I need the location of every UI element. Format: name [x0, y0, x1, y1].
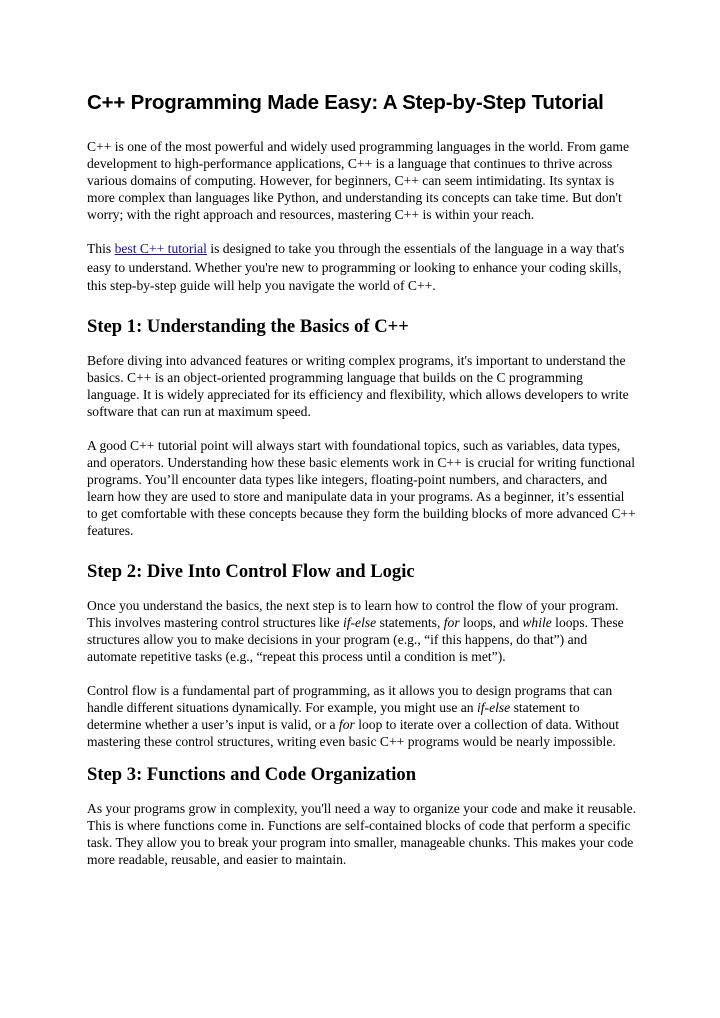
step-1-paragraph-2: A good C++ tutorial point will always start with foundational topics, such as variables, data types, and operators. Understanding how these basic elements work in C++ is crucial for writing functional programs. You’ll encounter data types like integers, floating-point numbers, and characters, and learn how they are used to store and manipulate data in your programs. As a beginner, it’s essential to get comfortable with these concepts because they form the building blocks of more advanced C++ features.	[87, 437, 636, 538]
step-2-p2-if-else: if-else	[476, 699, 511, 715]
step-2-p2-for: for	[338, 716, 355, 732]
best-cpp-tutorial-link[interactable]: best C++ tutorial	[114, 241, 207, 256]
step-2-p1-text-c: loops, and	[459, 614, 523, 630]
step-2-p1-while: while	[522, 614, 552, 630]
step-1-heading: Step 1: Understanding the Basics of C++	[87, 315, 409, 337]
step-2-p1-text-b: statements,	[376, 614, 444, 630]
intro-paragraph-2-end: is designed to take you through the essentials of the language in a way that's easy to understand. Whether you're new to programming or looking to enhance your coding skills, this step-by-step guide will help you navigate the world of C++.	[87, 241, 625, 294]
step-1-paragraph-1: Before diving into advanced features or writing complex programs, it's important to understand the basics. C++ is an object-oriented programming language that builds on the C programming language. It is widely appreciated for its efficiency and flexibility, which allows developers to write software that can run at maximum speed.	[87, 352, 629, 419]
step-2-paragraph-1	[87, 597, 637, 665]
step-2-p1-text-a: Once you understand the basics, the next step is to learn how to control the flow of your program. This involves mastering control structures like	[87, 597, 619, 630]
step-2-p1-for: for	[443, 614, 460, 630]
step-2-p1-text-d: loops. These structures allow you to make decisions in your program (e.g., “if this happens, do that”) and automate repetitive tasks (e.g., “repeat this process until a condition is met”).	[87, 614, 624, 664]
intro-paragraph-2	[87, 240, 637, 296]
intro-paragraph-2-start: This	[87, 241, 115, 256]
document-page	[87, 90, 637, 868]
step-2-heading: Step 2: Dive Into Control Flow and Logic	[87, 560, 415, 582]
step-2-paragraph-2	[87, 682, 637, 750]
step-2-p2-text-a: Control flow is a fundamental part of programming, as it allows you to design programs that can handle different situations dynamically. For example, you might use an	[87, 682, 613, 715]
step-2-p2-text-b: statement to determine whether a user’s input is valid, or a	[87, 699, 580, 732]
step-3-paragraph-1: As your programs grow in complexity, you'll need a way to organize your code and make it reusable. This is where functions come in. Functions are self-contained blocks of code that perform a specific task. They allow you to break your program into smaller, manageable chunks. This makes your code more readable, reusable, and easier to maintain.	[87, 800, 637, 867]
step-2-p1-if-else: if-else	[342, 614, 377, 630]
step-2-p2-text-c: loop to iterate over a collection of data. Without mastering these control structures, writing even basic C++ programs would be nearly impossible.	[87, 716, 619, 749]
intro-paragraph-1: C++ is one of the most powerful and widely used programming languages in the world. From game development to high-performance applications, C++ is a language that continues to thrive across various domains of computing. However, for beginners, C++ can seem intimidating. Its syntax is more complex than languages like Python, and understanding its concepts can take time. But don't worry; with the right approach and resources, mastering C++ is within your reach.	[87, 139, 629, 222]
step-3-heading: Step 3: Functions and Code Organization	[87, 763, 417, 785]
document-title: C++ Programming Made Easy: A Step-by-Step Tutorial	[87, 91, 604, 114]
